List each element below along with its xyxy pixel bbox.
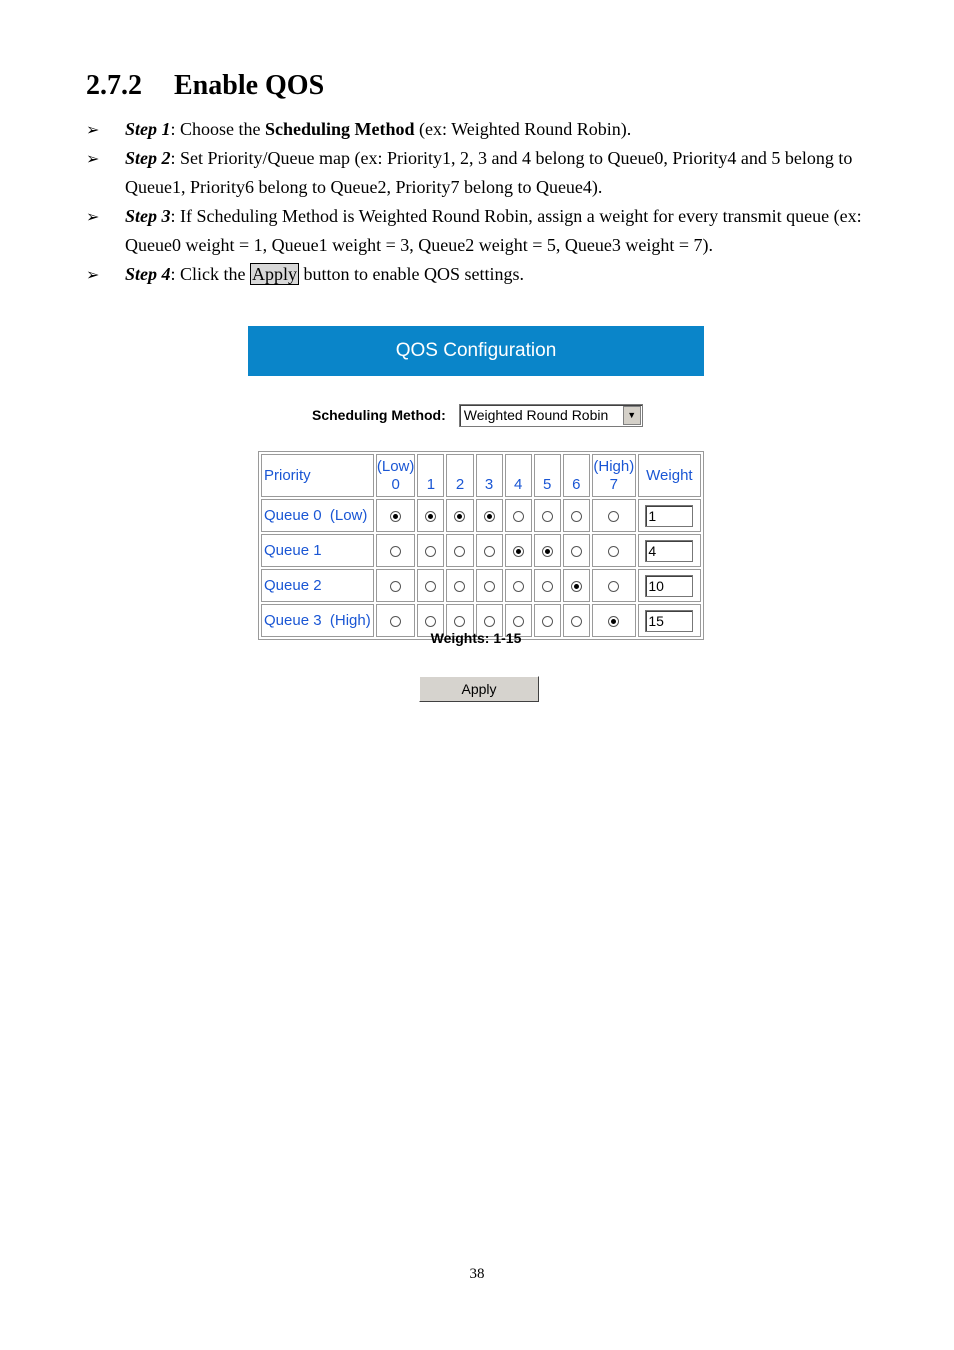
step-label: Step 2: [125, 148, 171, 168]
priority-0-low-label: (Low): [376, 457, 415, 475]
scheduling-method-select[interactable]: [459, 404, 643, 427]
chevron-down-icon[interactable]: ▼: [623, 406, 641, 425]
queue-0-priority-7-radio[interactable]: [608, 511, 619, 522]
priority-0-number: 0: [391, 475, 400, 493]
queue-2-priority-6-radio[interactable]: [571, 581, 582, 592]
queue-3-label: Queue 3 (High): [261, 604, 374, 637]
priority-3-header: [476, 454, 503, 497]
queue-1-priority-4-radio[interactable]: [513, 546, 524, 557]
queue-1-priority-0-radio[interactable]: [390, 546, 401, 557]
step-label: Step 4: [125, 264, 171, 284]
priority-1-header: [417, 454, 444, 497]
queue-0-priority-1-radio[interactable]: [425, 511, 436, 522]
priority-1-number: 1: [426, 475, 436, 493]
radio-cell: [592, 499, 636, 532]
step-item: [86, 144, 886, 202]
queue-1-priority-3-radio[interactable]: [484, 546, 495, 557]
queue-1-label: Queue 1: [261, 534, 374, 567]
radio-cell: [534, 499, 561, 532]
step-text: : Choose the: [170, 119, 266, 139]
queue-0-weight-input[interactable]: [645, 505, 693, 527]
weight-cell: [638, 534, 701, 567]
queue-0-priority-0-radio[interactable]: [390, 511, 401, 522]
queue-2-label: Queue 2: [261, 569, 374, 602]
radio-cell: [505, 499, 532, 532]
radio-cell: [534, 534, 561, 567]
radio-cell: [417, 499, 444, 532]
queue-2-priority-0-radio[interactable]: [390, 581, 401, 592]
apply-button[interactable]: Apply: [419, 676, 539, 702]
queue-3-priority-2-radio[interactable]: [454, 616, 465, 627]
queue-1-weight-input[interactable]: [645, 540, 693, 562]
radio-cell: [592, 569, 636, 602]
queue-3-priority-1-radio[interactable]: [425, 616, 436, 627]
arrow-bullet-icon: ➢: [86, 265, 100, 284]
scheduling-method-row: [312, 403, 643, 427]
priority-6-number: 6: [572, 475, 581, 493]
radio-cell: [476, 499, 503, 532]
table-row: [261, 534, 701, 567]
section-title: Enable QOS: [174, 70, 325, 101]
page-number: 38: [469, 1266, 485, 1282]
priority-header: Priority: [261, 454, 374, 497]
arrow-bullet-icon: ➢: [86, 120, 100, 139]
queue-2-priority-4-radio[interactable]: [513, 581, 524, 592]
queue-2-weight-input[interactable]: [645, 575, 693, 597]
radio-cell: [446, 499, 473, 532]
radio-cell: [563, 569, 590, 602]
radio-cell: [376, 569, 416, 602]
radio-cell: [417, 569, 444, 602]
step-text: (ex: Weighted Round Robin).: [414, 119, 632, 139]
queue-2-priority-3-radio[interactable]: [484, 581, 495, 592]
radio-cell: [376, 499, 416, 532]
priority-7-header: [592, 454, 636, 497]
weight-cell: [638, 569, 701, 602]
priority-queue-table: [258, 451, 704, 640]
queue-3-priority-7-radio[interactable]: [608, 616, 619, 627]
step-item: [86, 115, 886, 144]
step-text: : If Scheduling Method is Weighted Round Robin, assign a weight for every transmit queue (ex: Queue0 weight = 1, Queue1 weight = 3, Queue2 weight = 5, Queue3 weight = 7).: [125, 206, 862, 255]
queue-3-priority-4-radio[interactable]: [513, 616, 524, 627]
queue-0-priority-5-radio[interactable]: [542, 511, 553, 522]
queue-3-priority-5-radio[interactable]: [542, 616, 553, 627]
queue-3-weight-input[interactable]: [645, 610, 693, 632]
qos-configuration-panel: [248, 326, 704, 697]
radio-cell: [592, 534, 636, 567]
weight-header: Weight: [638, 454, 701, 497]
table-row: [261, 499, 701, 532]
step-text: : Set Priority/Queue map (ex: Priority1, 2, 3 and 4 belong to Queue0, Priority4 and 5 belong to Queue1, Priority6 belong to Queue2, Priority7 belong to Queue4).: [125, 148, 853, 197]
arrow-bullet-icon: ➢: [86, 207, 100, 226]
section-heading: [86, 68, 324, 104]
step-label: Step 3: [125, 206, 171, 226]
radio-cell: [563, 534, 590, 567]
queue-2-priority-1-radio[interactable]: [425, 581, 436, 592]
radio-cell: [563, 499, 590, 532]
step-item: [86, 202, 886, 260]
queue-2-priority-5-radio[interactable]: [542, 581, 553, 592]
panel-title: QOS Configuration: [248, 326, 704, 376]
queue-0-priority-6-radio[interactable]: [571, 511, 582, 522]
priority-4-number: 4: [513, 475, 523, 493]
step-label: Step 1: [125, 119, 171, 139]
radio-cell: [476, 534, 503, 567]
queue-0-label: Queue 0 (Low): [261, 499, 374, 532]
priority-7-number: 7: [609, 475, 618, 493]
queue-1-priority-5-radio[interactable]: [542, 546, 553, 557]
priority-0-header: [376, 454, 416, 497]
step-text: : Click the: [170, 264, 251, 284]
queue-1-priority-6-radio[interactable]: [571, 546, 582, 557]
arrow-bullet-icon: ➢: [86, 149, 100, 168]
priority-6-header: [563, 454, 590, 497]
priority-3-number: 3: [484, 475, 494, 493]
priority-5-header: [534, 454, 561, 497]
queue-3-priority-3-radio[interactable]: [484, 616, 495, 627]
queue-2-priority-7-radio[interactable]: [608, 581, 619, 592]
priority-2-number: 2: [455, 475, 465, 493]
section-number: 2.7.2: [86, 70, 142, 101]
weights-range-note: Weights: 1-15: [430, 630, 522, 646]
queue-3-priority-6-radio[interactable]: [571, 616, 582, 627]
priority-7-high-label: (High): [593, 457, 635, 475]
radio-cell: [505, 534, 532, 567]
scheduling-method-value: Weighted Round Robin: [463, 406, 609, 423]
table-row: [261, 569, 701, 602]
radio-cell: [417, 534, 444, 567]
step-text: button to enable QOS settings.: [299, 264, 524, 284]
step-item: [86, 260, 886, 289]
radio-cell: [534, 569, 561, 602]
step-list: [86, 115, 886, 289]
queue-1-priority-2-radio[interactable]: [454, 546, 465, 557]
queue-1-priority-7-radio[interactable]: [608, 546, 619, 557]
queue-0-priority-4-radio[interactable]: [513, 511, 524, 522]
radio-cell: [446, 569, 473, 602]
step-text-bold: Scheduling Method: [265, 119, 415, 139]
radio-cell: [505, 569, 532, 602]
priority-2-header: [446, 454, 473, 497]
priority-4-header: [505, 454, 532, 497]
queue-0-priority-2-radio[interactable]: [454, 511, 465, 522]
apply-inline-reference: Apply: [252, 264, 298, 284]
queue-0-priority-3-radio[interactable]: [484, 511, 495, 522]
queue-3-priority-0-radio[interactable]: [390, 616, 401, 627]
table-header-row: [261, 454, 701, 497]
radio-cell: [446, 534, 473, 567]
queue-1-priority-1-radio[interactable]: [425, 546, 436, 557]
queue-2-priority-2-radio[interactable]: [454, 581, 465, 592]
priority-5-number: 5: [543, 475, 552, 493]
scheduling-method-label: Scheduling Method:: [312, 407, 446, 423]
weight-cell: [638, 499, 701, 532]
radio-cell: [476, 569, 503, 602]
radio-cell: [376, 534, 416, 567]
